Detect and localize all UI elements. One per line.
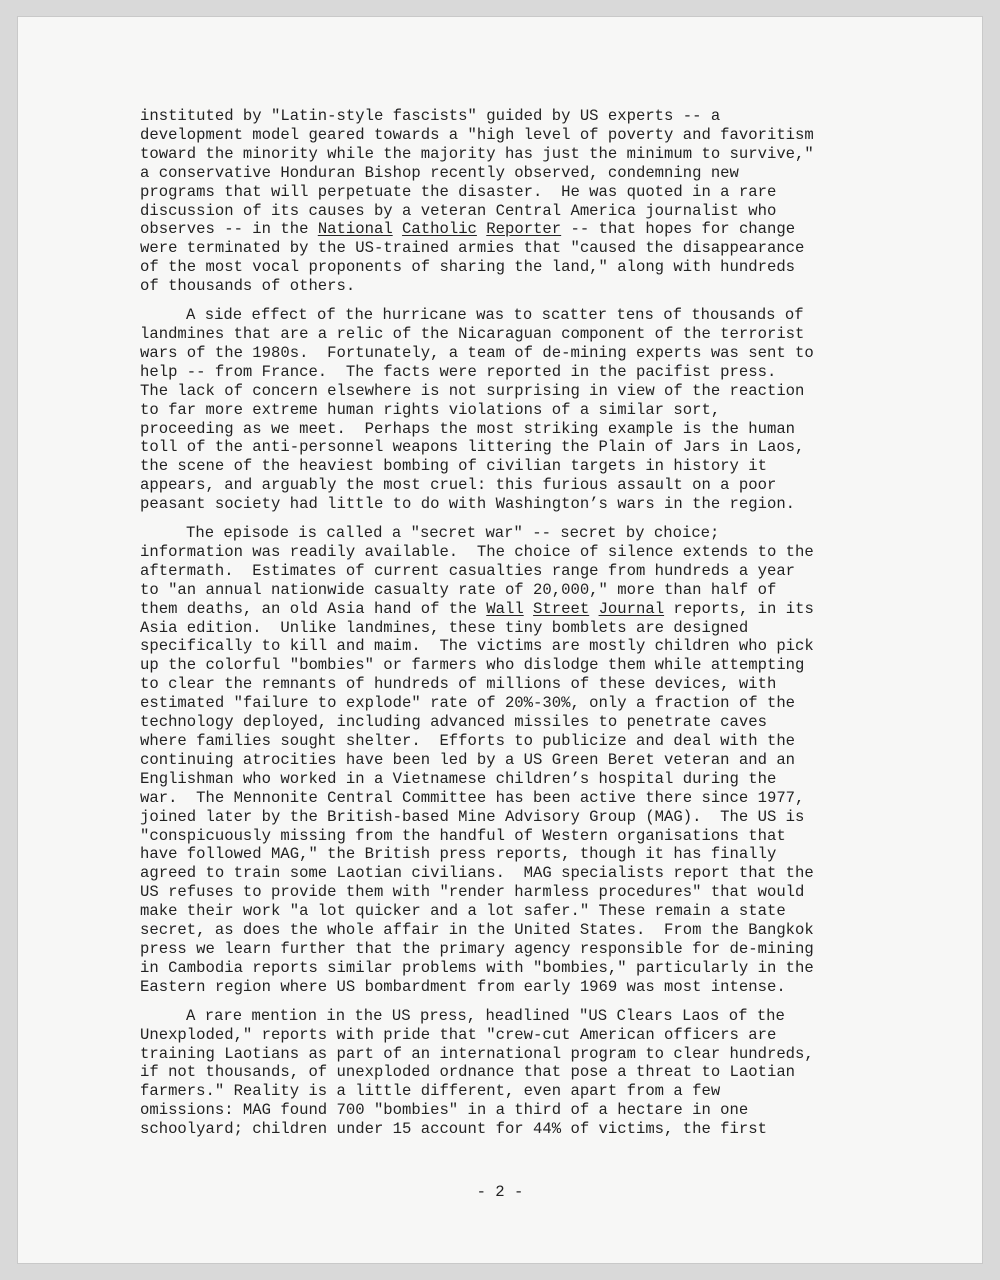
text-line: the scene of the heaviest bombing of civilian targets in history it [140, 457, 767, 476]
text-line: to clear the remnants of hundreds of millions of these devices, with [140, 675, 777, 694]
text-line: estimated "failure to explode" rate of 20%-30%, only a fraction of the [140, 694, 796, 713]
text-line: were terminated by the US-trained armies that "caused the disappearance [140, 239, 805, 258]
text-line: continuing atrocities have been led by a US Green Beret veteran and an [140, 750, 796, 769]
text-line: secret, as does the whole affair in the United States. From the Bangkok [140, 921, 814, 940]
text-line: A side effect of the hurricane was to scatter tens of thousands of [186, 306, 804, 325]
text-line: schoolyard; children under 15 account for 44% of victims, the first [140, 1120, 767, 1139]
text-line: specifically to kill and maim. The victims are mostly children who pick [140, 637, 814, 656]
text-line: information was readily available. The choice of silence extends to the [140, 542, 814, 561]
text-line: farmers." Reality is a little different, even apart from a few [140, 1082, 721, 1101]
underlined-title-word: Wall [486, 599, 524, 618]
text-line: "conspicuously missing from the handful of Western organisations that [140, 826, 786, 845]
text-line: training Laotians as part of an international program to clear hundreds, [140, 1044, 814, 1063]
page-number: - 2 - [476, 1183, 524, 1201]
text-line: toll of the anti-personnel weapons littering the Plain of Jars in Laos, [140, 438, 805, 457]
text-line: observes -- in the National Catholic Reporter -- that hopes for change [140, 220, 796, 239]
text-line: up the colorful "bombies" or farmers who dislodge them while attempting [140, 656, 805, 675]
text-line: US refuses to provide them with "render harmless procedures" that would [140, 883, 805, 902]
text-line: where families sought shelter. Efforts to publicize and deal with the [140, 732, 796, 750]
text-line: development model geared towards a "high level of poverty and favoritism [140, 125, 814, 144]
text-line: make their work "a lot quicker and a lot safer." These remain a state [140, 902, 786, 921]
text-line: proceeding as we meet. Perhaps the most striking example is the human [140, 419, 796, 438]
underlined-title-word: Street [533, 599, 590, 618]
paragraph [140, 107, 840, 296]
text-line: a conservative Honduran Bishop recently observed, condemning new [140, 163, 739, 182]
text-line: Eastern region where US bombardment from early 1969 was most intense. [140, 977, 786, 996]
paragraph [140, 306, 840, 514]
paragraph [140, 524, 840, 997]
text-line: Asia edition. Unlike landmines, these tiny bomblets are designed [140, 618, 749, 637]
text-line: help -- from France. The facts were reported in the pacifist press. [140, 362, 777, 381]
text-line: landmines that are a relic of the Nicaraguan component of the terrorist [140, 324, 805, 343]
underlined-title-word: Journal [598, 599, 665, 618]
text-line: peasant society had little to do with Washington’s wars in the region. [140, 495, 796, 514]
text-line: to "an annual nationwide casualty rate of 20,000," more than half of [140, 580, 777, 599]
text-line: technology deployed, including advanced missiles to penetrate caves [140, 713, 767, 732]
document-page [18, 17, 982, 1263]
text-line: agreed to train some Laotian civilians. MAG specialists report that the [140, 864, 814, 883]
text-line: war. The Mennonite Central Committee has been active there since 1977, [140, 788, 805, 807]
text-line: appears, and arguably the most cruel: this furious assault on a poor [140, 476, 777, 495]
text-line: of the most vocal proponents of sharing the land," along with hundreds [140, 258, 796, 277]
text-line: wars of the 1980s. Fortunately, a team of de-mining experts was sent to [140, 343, 814, 362]
underlined-title-word: Reporter [486, 220, 562, 239]
text-line: programs that will perpetuate the disaster. He was quoted in a rare [140, 182, 777, 201]
text-line: of thousands of others. [140, 277, 356, 296]
text-line: Englishman who worked in a Vietnamese children’s hospital during the [140, 769, 777, 788]
text-line: The lack of concern elsewhere is not surprising in view of the reaction [140, 381, 805, 400]
text-line: aftermath. Estimates of current casualties range from hundreds a year [140, 561, 796, 580]
paragraph [140, 1007, 840, 1139]
text-line: instituted by "Latin-style fascists" guided by US experts -- a [140, 107, 721, 125]
underlined-title-word: National [317, 220, 393, 239]
text-line: have followed MAG," the British press reports, though it has finally [140, 845, 777, 864]
text-line: press we learn further that the primary agency responsible for de-mining [140, 939, 814, 958]
text-line: if not thousands, of unexploded ordnance that pose a threat to Laotian [140, 1063, 796, 1082]
body-text [140, 107, 840, 1149]
text-line: A rare mention in the US press, headlined "US Clears Laos of the [186, 1006, 785, 1025]
text-line: toward the minority while the majority has just the minimum to survive," [140, 144, 814, 163]
text-line: in Cambodia reports similar problems with "bombies," particularly in the [140, 958, 814, 977]
text-line: them deaths, an old Asia hand of the Wall Street Journal reports, in its [140, 599, 814, 618]
text-line: The episode is called a "secret war" -- secret by choice; [186, 524, 720, 543]
text-line: discussion of its causes by a veteran Central America journalist who [140, 201, 777, 220]
underlined-title-word: Catholic [402, 220, 477, 239]
text-line: Unexploded," reports with pride that "crew-cut American officers are [140, 1025, 777, 1044]
text-line: to far more extreme human rights violations of a similar sort, [140, 400, 721, 419]
text-line: joined later by the British-based Mine Advisory Group (MAG). The US is [140, 807, 805, 826]
text-line: omissions: MAG found 700 "bombies" in a third of a hectare in one [140, 1101, 749, 1120]
